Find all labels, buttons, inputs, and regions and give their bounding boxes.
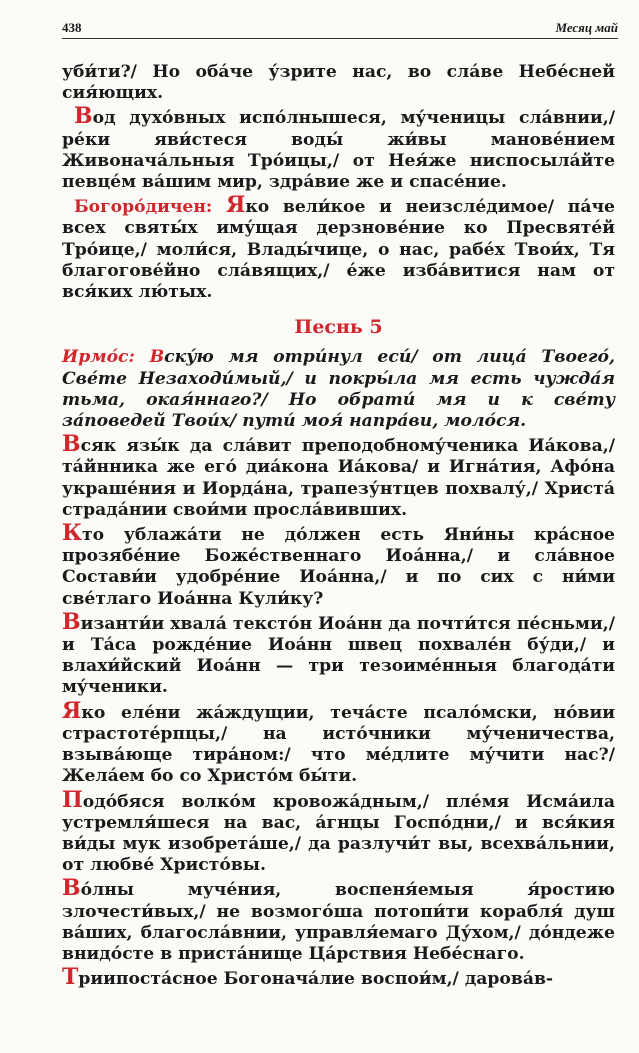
troparion: Всяк язы́к да сла́вит преподобному́ченика Иа́кова,/ та́йнника же его́ диа́кона Иа́кова/ и Игна́тия, Афо́на украше́ния и Иорда́на, трапезу́нтцев похвалу́,/ Христа́ страда́нии свои́ми просла́вивших. bbox=[62, 431, 615, 520]
drop-initial: В bbox=[62, 875, 81, 902]
theotokion: Богоро́дичен: Яко вели́кое и неизсле́димое/ па́че всех святы́х иму́щая дерзнове́ние ко Пресвяте́й Тро́ице,/ моли́ся, Влады́чице, о нас, рабе́х Твои́х, Тя благогове́йно сла́вящих,/ е́же изба́витися нам от вся́ких лю́тых. bbox=[62, 192, 615, 303]
troparion: Вод духо́вных испо́лнышеся, му́ченицы сла́внии,/ ре́ки яви́стеся воды́ жи́вы мановéнием Живонача́льныя Тро́ицы,/ от Нея́же ниспосыла́йте певце́м ва́шим мир, здра́вие же и спасе́ние. bbox=[62, 103, 615, 193]
drop-initial: В bbox=[74, 103, 93, 130]
irmos-initial: В bbox=[149, 347, 165, 368]
troparion: Кто ублажа́ти не до́лжен есть Яни́ны кра́сное прозябе́ние Боже́ственнаго Иоа́нна,/ и сла́вное Состави́и удобре́ние Иоа́нна,/ и по сих с ни́ми све́тлаго Иоа́нна Кули́ку? bbox=[62, 520, 615, 609]
drop-initial: В bbox=[62, 431, 81, 458]
troparion: Яко еле́ни жа́ждущии, теча́сте псало́мски, но́вии страстоте́рпцы,/ на исто́чники му́ченичества, взыва́юще тира́ном:/ что ме́длите му́чити нас?/ Жела́ем бо со Христо́м бы́ти. bbox=[62, 697, 615, 787]
drop-initial: Т bbox=[62, 964, 79, 991]
troparion-trinitarian: Триипоста́сное Богонача́лие воспои́м,/ дарова́в- bbox=[62, 964, 554, 991]
irmos-label: Ирмо́с: bbox=[62, 347, 150, 368]
page-body bbox=[62, 62, 615, 990]
troparion: Подо́бяся волко́м кровожа́дным,/ пле́мя Исма́ила устремля́шеся на вас, а́гнцы Госпо́дни,/ и вся́кия ви́ды мук изобрета́ше,/ да разлучи́т вы, всехва́льнии, от любве́ Христо́вы. bbox=[62, 786, 615, 876]
troparion-continuation: уби́ти?/ Но оба́че у́зрите нас, во сла́ве Небе́сней сия́ющих. bbox=[62, 62, 615, 104]
ode-heading: Песнь 5 bbox=[294, 316, 383, 339]
drop-initial: В bbox=[62, 608, 81, 635]
page-header bbox=[62, 18, 618, 39]
drop-initial: Я bbox=[225, 192, 246, 219]
page-number: 438 bbox=[62, 20, 82, 35]
theotokion-label: Богоро́дичен: bbox=[74, 197, 226, 218]
drop-initial: П bbox=[62, 786, 83, 813]
drop-initial: К bbox=[62, 520, 83, 547]
drop-initial: Я bbox=[62, 697, 82, 724]
troparion: Византи́и хвала́ тексто́н Иоа́нн да почти́тся пе́сньми,/ и Та́са рожде́ние Иоа́нн швец похвале́н бу́ди,/ и влахи́йский Иоа́нн — три тезоиме́нныя благода́ти му́ченики. bbox=[62, 608, 615, 698]
running-title: Месяц май bbox=[555, 20, 618, 35]
troparion: Во́лны муче́ния, воспеня́емыя я́ростию злочести́вых,/ не возмого́ша потопи́ти корабля́ душ ва́ших, благосла́внии, управля́емаго Ду́хом,/ до́ндеже внидо́сте в приста́нище Ца́рствия Небе́снаго. bbox=[62, 875, 615, 964]
irmos: Ирмо́с: Вску́ю мя отри́нул еси́/ от лица́ Твоего́, Све́те Незаходи́мый,/ и покры́ла мя есть чужда́я тьма, окая́ннаго?/ Но обрати́ мя и к све́ту за́поведей Твои́х/ пути́ моя́ напра́ви, моло́ся. bbox=[62, 347, 615, 432]
